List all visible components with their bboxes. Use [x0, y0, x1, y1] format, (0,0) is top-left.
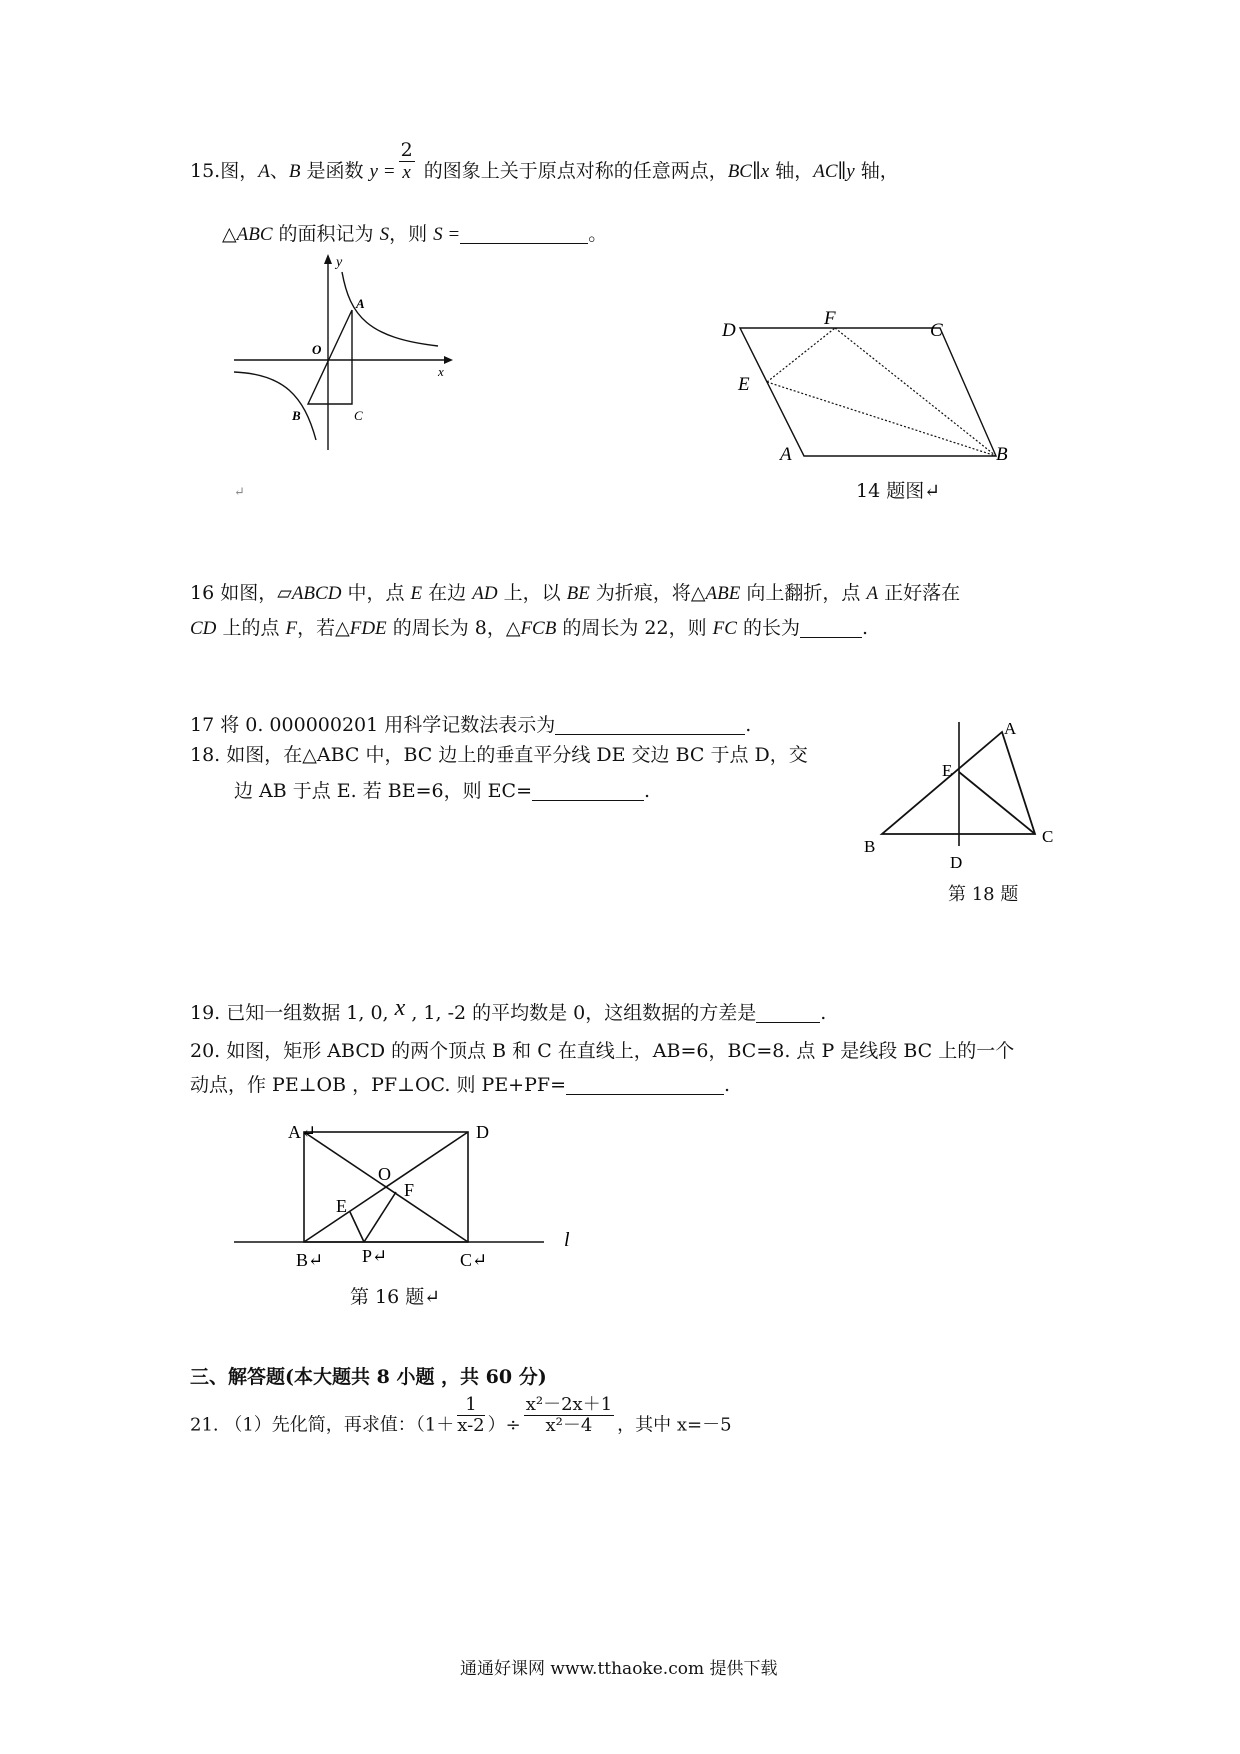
q15-line2: △ABC 的面积记为 S，则 S = 。	[222, 223, 608, 245]
segment-fb	[835, 328, 996, 456]
q15-line1: 15.图，A、B 是函数 y = $\frac{2}{x}$ 的图象上关于原点对称的任意两点，BC∥x 轴，AC∥y 轴，	[190, 138, 899, 183]
q16-line2: CD 上的点 F，若△FDE 的周长为 8，△FCB 的周长为 22，则 FC 的长为 .	[190, 617, 869, 639]
answer-blank[interactable]	[566, 1076, 724, 1095]
hyperbola-branch-lower	[234, 372, 316, 440]
section-3-heading: 三、解答题(本大题共 8 小题 ，共 60 分)	[190, 1366, 547, 1388]
label-o: O	[312, 342, 322, 357]
q21-line: 21. （1）先化简，再求值：（1＋ $\frac{1}{x-2}$ ）÷ $\frac{\text{x²－2x＋1}}{\text{x²－4}}$ ，其中 x=－5	[190, 1394, 732, 1436]
answer-blank[interactable]	[800, 619, 862, 638]
x-axis-arrow	[444, 356, 453, 364]
q17-line: 17 将 0. 000000201 用科学记数法表示为 .	[190, 714, 752, 736]
label-l: l	[564, 1229, 570, 1251]
q21-fraction-1: $\frac{1}{x-2}$	[457, 1394, 485, 1436]
label-e: E	[336, 1196, 347, 1216]
figure-20-caption: 第 16 题↵	[350, 1286, 441, 1308]
label-p: P↵	[362, 1246, 388, 1266]
segment-eb	[767, 382, 996, 456]
figure-14-parallelogram	[720, 310, 1040, 480]
q16-line1: 16 如图，▱ABCD 中，点 E 在边 AD 上，以 BE 为折痕，将△ABE 向上翻折，点 A 正好落在	[190, 582, 961, 604]
label-c: C	[930, 320, 943, 341]
label-e: E	[738, 374, 750, 395]
parallelogram-abcd	[740, 328, 996, 456]
q15-fraction: $\frac{2}{x}$	[400, 138, 413, 183]
q18-line1: 18. 如图，在△ABC 中，BC 边上的垂直平分线 DE 交边 BC 于点 D，交	[190, 744, 808, 766]
label-f: F	[404, 1180, 415, 1200]
figure-14-caption: 14 题图↵	[856, 480, 941, 502]
label-a: A↵	[288, 1122, 317, 1142]
q18-line2: 边 AB 于点 E. 若 BE=6，则 EC= .	[234, 780, 651, 802]
label-f: F	[824, 308, 836, 329]
label-b: B	[864, 837, 876, 856]
label-c: C	[354, 408, 363, 423]
label-c: C↵	[460, 1250, 488, 1270]
label-b: B↵	[296, 1250, 324, 1270]
label-b: B	[292, 408, 301, 423]
figure-18-caption: 第 18 题	[948, 884, 1019, 905]
q19-line: 19. 已知一组数据 1, 0, x , 1, -2 的平均数是 0，这组数据的方差是 .	[190, 995, 827, 1024]
label-a: A	[1004, 719, 1017, 738]
label-d: D	[950, 853, 963, 872]
label-c: C	[1042, 827, 1054, 846]
segment-pe	[350, 1212, 364, 1242]
footer-source: 通通好课网 www.tthaoke.com 提供下载	[460, 1659, 778, 1679]
q21-fraction-2: $\frac{\text{x²－2x＋1}}{\text{x²－4}}$	[525, 1394, 613, 1436]
label-b: B	[996, 444, 1008, 465]
return-mark: ↵	[234, 484, 245, 499]
triangle-abc	[308, 310, 352, 404]
label-e: E	[942, 761, 953, 780]
segment-pf	[364, 1192, 396, 1242]
label-a: A	[356, 296, 365, 311]
figure-20-rectangle	[232, 1116, 592, 1296]
answer-blank[interactable]	[555, 716, 745, 735]
answer-blank[interactable]	[460, 225, 588, 244]
label-x: x	[438, 364, 444, 379]
segment-ef	[767, 328, 835, 382]
label-y: y	[336, 255, 343, 270]
label-o: O	[378, 1164, 391, 1184]
q20-line2: 动点，作 PE⊥OB ，PF⊥OC. 则 PE+PF= .	[190, 1074, 731, 1096]
answer-blank[interactable]	[756, 1004, 820, 1023]
figure-18-triangle	[860, 718, 1060, 878]
label-d: D	[722, 320, 736, 341]
y-axis-arrow	[324, 254, 332, 264]
answer-blank[interactable]	[532, 782, 644, 801]
label-a: A	[780, 444, 792, 465]
label-d: D	[476, 1122, 489, 1142]
segment-ec	[959, 772, 1035, 834]
figure-15-hyperbola	[232, 254, 472, 499]
q20-line1: 20. 如图，矩形 ABCD 的两个顶点 B 和 C 在直线上，AB=6，BC=8. 点 P 是线段 BC 上的一个	[190, 1040, 1015, 1062]
